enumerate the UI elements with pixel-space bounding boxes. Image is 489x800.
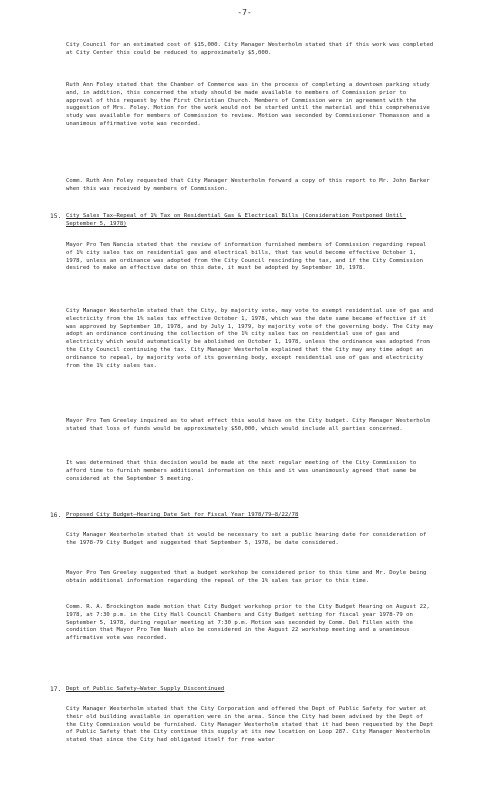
- item-number: 17.: [50, 686, 62, 693]
- paragraph: Mayor Pro Tem Greeley suggested that a budget workshop be considered prior to this time and Mr. Doyle being obtain additional information regarding the repeal of the 1% sales tax prior to this time.: [66, 570, 430, 584]
- paragraph: City Manager Westerholm stated that the City, by majority vote, may vote to exempt residential use of gas and electricity from the 1% sales tax effective October 1, 1978, which was the date same became effective if it was approved by September 10, 1978, and by July 1, 1979, by majority vote of the governing body. The City may adopt an ordinance continuing the collection of the 1% city sales tax on residential use of gas and electricity which would automatically be abolished on October 1, 1978, unless the ordinance was adopted from the City Council continuing the tax. City Manager Westerholm explained that the City may any time adopt an ordinance to repeal, by majority vote of its governing body, except residential use of gas and electricity from the 1% city sales tax.: [66, 308, 437, 369]
- item-number: 15.: [50, 213, 62, 220]
- paragraph: City Council for an estimated cost of $15,000. City Manager Westerholm stated that if this work was completed at City Center this could be reduced to approximately $5,000.: [66, 42, 437, 56]
- item-title: Dept of Public Safety–Water Supply Discontinued: [66, 686, 225, 692]
- page-number: -7-: [237, 8, 252, 17]
- item-title: Proposed City Budget–Hearing Date Set for Fiscal Year 1978/79–8/22/78: [66, 512, 299, 518]
- paragraph: Mayor Pro Tem Greeley inquired as to what effect this would have on the City budget. City Manager Westerholm stated that loss of funds would be approximately $50,000, which would include all parties concerned.: [66, 418, 434, 432]
- paragraph: Mayor Pro Tem Nancia stated that the review of information furnished members of Commission regarding repeal of 1% city sales tax on residential gas and electrical bills, that tax would become effective October 1, 1978, unless an ordinance was adopted from the City Council rescinding the tax, and if the City Commission desired to make an effective date on this date, it must be adopted by September 10, 1978.: [66, 242, 430, 272]
- paragraph: It was determined that this decision would be made at the next regular meeting of the City Commission to afford time to furnish members additional information on this and it was unanimously agreed that same be considered at the September 5 meeting.: [66, 460, 420, 482]
- paragraph: Comm. Ruth Ann Foley requested that City Manager Westerholm forward a copy of this report to Mr. John Barker when this was received by members of Commission.: [66, 178, 434, 192]
- item-title: City Sales Tax–Repeal of 1% Tax on Residential Gas & Electrical Bills (Consideration Postponed Until September 5, 1978): [66, 213, 407, 227]
- paragraph: Ruth Ann Foley stated that the Chamber of Commerce was in the process of completing a downtown parking study and, in addition, this concerned the study should be made available to members of Commission prior to approval of this request by the First Christian Church. Members of Commission were in agreement with the suggestion of Mrs. Foley. Motion for the work would not be started until the material and this comprehensive study was available for members of Commission to review. Motion was seconded by Commissioner Thomasson and a unanimous affirmative vote was recorded.: [66, 82, 434, 127]
- item-number: 16.: [50, 512, 62, 519]
- paragraph: Comm. R. A. Brockington made motion that City Budget workshop prior to the City Budget Hearing on August 22, 1978, at 7:30 p.m. in the City Hall Council Chambers and City Budget setting for fiscal year 1978-79 on September 5, 1978, during regular meeting at 7:30 p.m. Motion was seconded by Comm. Del Fillen with the condition that Mayor Pro Tem Nash also be considered in the August 22 workshop meeting and a unanimous affirmative vote was recorded.: [66, 604, 434, 642]
- paragraph: City Manager Westerholm stated that it would be necessary to set a public hearing date for consideration of the 1978-79 City Budget and suggested that September 5, 1978, be date considered.: [66, 532, 430, 546]
- paragraph: City Manager Westerholm stated that the City Corporation and offered the Dept of Public Safety for water at their old building available in operation were in the area. Since the City had been advised by the Dept of the City Commission would be furnished. City Manager Westerholm stated that it had been requested by the Dept of Public Safety that the City continue this supply at its new location on Loop 287. City Manager Westerholm stated that since the City had obligated itself for free water: [66, 706, 437, 744]
